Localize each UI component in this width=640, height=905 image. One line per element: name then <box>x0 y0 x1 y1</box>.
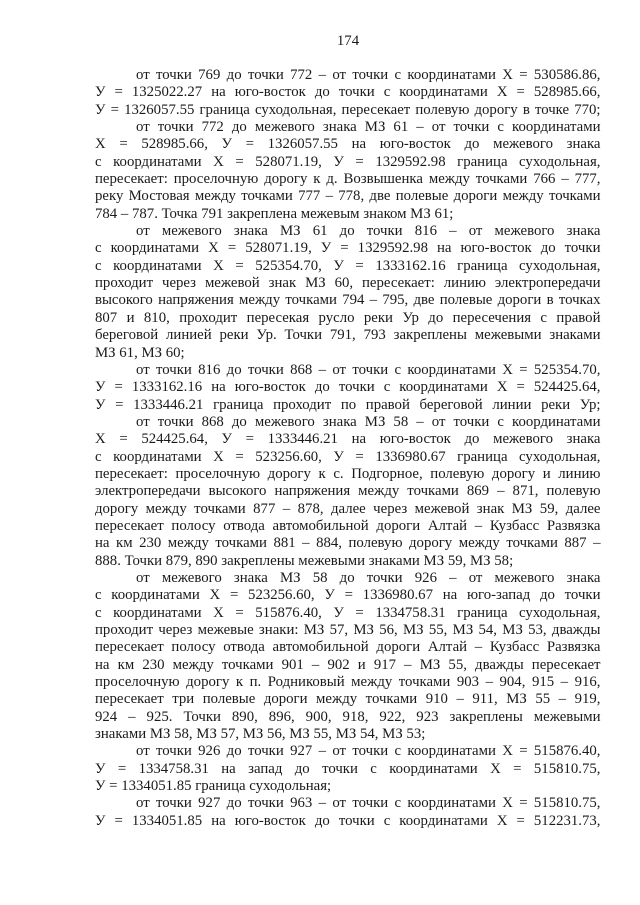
text-line: высокого напряжения между точками 794 – 795, две полевые дороги в точках <box>95 292 601 309</box>
text-line: от точки 926 до точки 927 – от точки с координатами X = 515876.40, <box>136 743 601 760</box>
text-line: У = 1334051.85 граница суходольная; <box>95 778 332 795</box>
text-line: от точки 769 до точки 772 – от точки с координатами X = 530586.86, <box>136 67 601 83</box>
text-line: дорогу между точками 877 – 878, далее через межевой знак МЗ 59, далее <box>95 500 601 517</box>
text-line: У = 1325022.27 на юго-восток до точки с координатами X = 528985.66, <box>95 84 601 101</box>
paragraph <box>95 743 601 795</box>
text-line: проселочную дорогу к п. Родниковый между точками 903 – 904, 915 – 916, <box>95 674 601 691</box>
text-line: У = 1326057.55 граница суходольная, пересекает полевую дорогу в точке 770; <box>95 101 601 118</box>
paragraph <box>95 570 601 743</box>
text-line: У = 1334051.85 на юго-восток до точки с координатами X = 512231.73, <box>95 812 601 829</box>
text-line: пересекает три полевые дороги между точками 910 – 911, МЗ 55 – 919, <box>95 691 601 708</box>
text-line: пересекает полосу отвода автомобильной дороги Алтай – Кузбасс Развязка <box>95 517 601 534</box>
text-line: от точки 868 до межевого знака МЗ 58 – от точки с координатами <box>136 413 601 430</box>
text-line: пересекает: проселочную дорогу к д. Возвышенка между точками 766 – 777, <box>95 171 601 188</box>
page-number: 174 <box>336 33 360 49</box>
text-line: электропередачи высокого напряжения между точками 869 – 871, полевую <box>95 483 601 500</box>
text-line: проходит через межевой знак МЗ 60, пересекает: линию электропередачи <box>95 275 601 292</box>
paragraph <box>95 119 601 223</box>
text-line: пересекает полосу отвода автомобильной дороги Алтай – Кузбасс Развязка <box>95 639 601 656</box>
text-line: X = 528985.66, У = 1326057.55 на юго-восток до межевого знака <box>95 136 601 153</box>
text-line: X = 524425.64, У = 1333446.21 на юго-восток до межевого знака <box>95 431 601 448</box>
text-line: реку Мостовая между точками 777 – 778, две полевые дороги между точками <box>95 188 601 205</box>
text-line: с координатами X = 523256.60, У = 1336980.67 граница суходольная, <box>95 448 601 465</box>
text-line: знаками МЗ 58, МЗ 57, МЗ 56, МЗ 55, МЗ 54, МЗ 53; <box>95 726 426 743</box>
text-line: с координатами X = 515876.40, У = 1334758.31 граница суходольная, <box>95 604 601 621</box>
text-line: от межевого знака МЗ 61 до точки 816 – от межевого знака <box>136 223 601 240</box>
text-line: 924 – 925. Точки 890, 896, 900, 918, 922, 923 закреплены межевыми <box>95 708 601 725</box>
text-line: на км 230 между точками 881 – 884, полевую дорогу между точками 887 – <box>95 535 601 552</box>
paragraph <box>95 67 601 119</box>
text-line: У = 1333446.21 граница проходит по правой береговой линии реки Ур; <box>95 396 601 413</box>
body-text <box>95 67 601 830</box>
text-line: с координатами X = 523256.60, У = 1336980.67 на юго-запад до точки <box>95 587 601 604</box>
text-line: от точки 927 до точки 963 – от точки с координатами X = 515810.75, <box>136 795 601 812</box>
paragraph <box>95 362 601 414</box>
text-line: с координатами X = 528071.19, У = 1329592.98 граница суходольная, <box>95 153 601 170</box>
text-line: 807 и 810, проходит пересекая русло реки Ур до пересечения с правой <box>95 309 601 326</box>
text-line: МЗ 61, МЗ 60; <box>95 344 185 361</box>
text-line: с координатами X = 525354.70, У = 1333162.16 граница суходольная, <box>95 257 601 274</box>
paragraph <box>95 795 601 830</box>
text-line: 784 – 787. Точка 791 закреплена межевым знаком МЗ 61; <box>95 205 454 222</box>
text-line: У = 1333162.16 на юго-восток до точки с координатами X = 524425.64, <box>95 379 601 396</box>
text-line: от межевого знака МЗ 58 до точки 926 – от межевого знака <box>136 569 601 586</box>
text-line: береговой линией реки Ур. Точки 791, 793 закреплены межевыми знаками <box>95 327 601 344</box>
text-line: с координатами X = 528071.19, У = 1329592.98 на юго-восток до точки <box>95 240 601 257</box>
text-line: У = 1334758.31 на запад до точки с координатами X = 515810.75, <box>95 760 601 777</box>
text-line: от точки 772 до межевого знака МЗ 61 – от точки с координатами <box>136 119 601 136</box>
paragraph <box>95 414 601 570</box>
text-line: проходит через межевые знаки: МЗ 57, МЗ 56, МЗ 55, МЗ 54, МЗ 53, дважды <box>95 622 601 638</box>
text-line: 888. Точки 879, 890 закреплены межевыми знаками МЗ 59, МЗ 58; <box>95 552 514 569</box>
text-line: от точки 816 до точки 868 – от точки с координатами X = 525354.70, <box>136 361 601 378</box>
paragraph <box>95 223 601 362</box>
text-line: на км 230 между точками 901 – 902 и 917 – МЗ 55, дважды пересекает <box>95 656 601 673</box>
text-line: пересекает: проселочную дорогу к с. Подгорное, полевую дорогу и линию <box>95 465 601 482</box>
